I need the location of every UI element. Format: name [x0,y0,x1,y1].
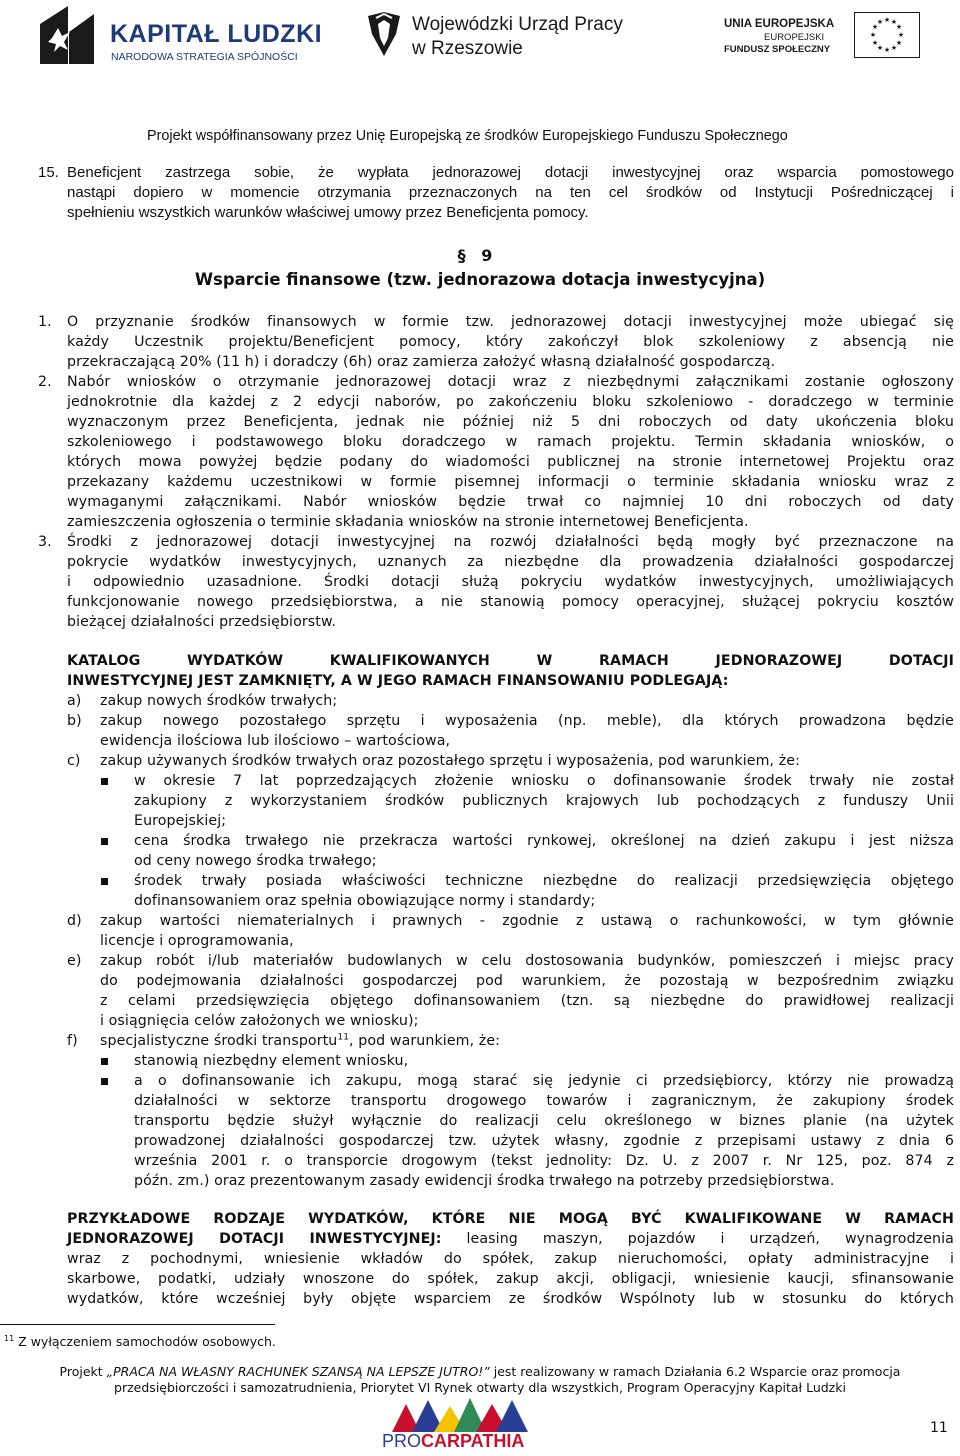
bullet-line: prowadzonej działalności gospodarczej tzw. użytek własny, zgodnie z przepisami ustawy z dnia 6 [134,1133,954,1149]
section-number: 9 [481,246,493,265]
svg-text:★: ★ [883,46,891,54]
item1-number: 1. [38,314,52,330]
svg-text:★: ★ [871,23,879,31]
footnote [4,1334,276,1349]
logo-carpathia: CARPATHIA [421,1431,525,1451]
eu-logo [724,12,924,62]
item2-line: jednokrotnie dla każdej z 2 edycji naborów, po zakończeniu bloku szkoleniowo - doradczego w terminie [67,394,954,410]
bullet-line: zakupiony z wykorzystaniem środków publicznych krajowych lub pochodzących z funduszy Unii [134,793,954,809]
bullet-line: od ceny nowego środka trwałego; [134,853,377,869]
svg-text:★: ★ [876,18,884,26]
catalog-d-line: licencje i oprogramowania, [100,933,294,949]
svg-text:★: ★ [890,44,898,52]
section-heading [0,246,960,265]
item3-line: bieżącej działalności przedsiębiorstw. [67,614,336,630]
item2-line: których mowa powyżej będzie podany do wiadomości publicznej na stronie internetowej Projektu oraz [67,454,954,470]
examples-block [67,1209,954,1309]
catalog-d-text [100,911,954,951]
p15-line: nastąpi dopiero w momencie otrzymania przeznaczonych na ten cel środków od Instytucji Pośredniczącej i [67,184,954,201]
footer-suffix: jest realizowany w ramach Działania 6.2 Wsparcie oraz promocja [489,1364,901,1379]
catalog-c-line: zakup używanych środków trwałych oraz pozostałego sprzętu i wyposażenia, pod warunkiem, że: [100,753,800,769]
item1-text [67,312,954,372]
svg-text:★: ★ [895,23,903,31]
item3-line: pokrycie wydatków inwestycyjnych, uznanych za niezbędne dla prowadzenia działalności gospodarczej [67,554,954,570]
wup-line1: Wojewódzki Urząd Pracy [412,14,623,35]
catalog-e-label: e) [67,953,82,969]
catalog-c-bullet-2 [134,831,954,871]
wup-logo [364,8,634,68]
svg-text:★: ★ [897,31,905,39]
item2-line: wymaganymi załącznikami. Nabór wniosków będzie trwał co najmniej 10 dni roboczych od daty [67,494,954,510]
bullet-marker [101,1058,108,1065]
item2-line: szkoleniowego i podstawowego bloku doradczego w ramach projektu. Termin składania wniosków, o [67,434,954,450]
bullet-line: a o dofinansowanie ich zakupu, mogą starać się jedynie ci przedsiębiorcy, którzy nie prowadzą [134,1073,954,1089]
catalog-e-line: i osiągnięcia celów założonych we wniosku); [100,1013,419,1029]
procarpathia-wordmark [382,1431,524,1452]
catalog-c-bullet-3 [134,871,954,911]
catalog-a-line: zakup nowych środków trwałych; [100,693,338,709]
item2-line: wyznaczonym przez Beneficjenta, jednak nie później niż 5 dni roboczych od daty ukończenia bloku [67,414,954,430]
cofinance-line: Projekt współfinansowany przez Unię Europejską ze środków Europejskiego Funduszu Społecznego [147,128,788,144]
bullet-marker [101,878,108,885]
ue-line3: FUNDUSZ SPOŁECZNY [724,44,831,55]
kl-subtitle: NARODOWA STRATEGIA SPÓJNOŚCI [111,51,298,63]
item2-line: przekazany każdemu uczestnikowi w formie pisemnej informacji o terminie składania wniosku wraz z [67,474,954,490]
footnote-ref[interactable]: 11 [337,1032,350,1043]
catalog-d-label: d) [67,913,82,929]
p15-number: 15. [38,164,59,181]
svg-text:★: ★ [871,39,879,47]
item3-line: i odpowiednio uzasadnione. Środki dotacji służą pokryciu wydatków inwestycyjnych, umożliwiających [67,574,954,590]
footer-line2: przedsiębiorczości i samozatrudnienia, Priorytet VI Rynek otwarty dla wszystkich, Program Operacyjny Kapitał Ludzki [114,1380,846,1395]
p15-line: spełnieniu wszystkich warunków właściwej umowy przez Beneficjenta pomocy. [67,204,589,221]
wup-line2: w Rzeszowie [412,38,523,59]
item1-line: każdy Uczestnik projektu/Beneficjent pomocy, który zakończył blok szkoleniowy z absencją nie [67,334,954,350]
catalog-e-line: do podejmowania działalności gospodarczej pod warunkiem, że pozostają w bezpośrednim związku [100,973,954,989]
examples-line: wraz z pochodnymi, wniesienie wkładów do spółek, zakup nieruchomości, opłaty administracyjne i [67,1251,954,1267]
catalog-a-label: a) [67,693,82,709]
bullet-line: działalności w sektorze transportu drogowego towarów i zagranicznym, że zakupiony środek [134,1093,954,1109]
svg-text:★: ★ [869,31,877,39]
page-number: 11 [930,1420,948,1436]
bullet-line: późn. zm.) oraz prezentowanym zasady ewidencji środka trwałego na potrzeby przedsiębiorstwa. [134,1173,835,1189]
item3-line: funkcjonowanie nowego przedsiębiorstwa, a nie stanowią pomocy operacyjnej, służącej pokryciu kosztów [67,594,954,610]
catalog-b-text [100,711,954,751]
catalog-f-bullet-1 [134,1051,954,1071]
catalog-c-bullet-1 [134,771,954,831]
bullet-marker [101,1078,108,1085]
examples-heading-line: JEDNORAZOWEJ DOTACJI INWESTYCYJNEJ: [67,1231,442,1247]
bullet-line: września 2001 r. o transporcie drogowym (tekst jednolity: Dz. U. z 2007 r. Nr 125, poz. 874 z [134,1153,954,1169]
item3-number: 3. [38,534,52,550]
svg-text:★: ★ [895,39,903,47]
item3-line: Środki z jednorazowej dotacji inwestycyjnej na rozwój działalności będą mogły być przeznaczone na [67,534,954,550]
item1-line: O przyznanie środków finansowych w formie tzw. jednorazowej dotacji inwestycyjnej może ubiegać się [67,314,954,330]
procarpathia-logo [382,1398,538,1452]
svg-text:★: ★ [883,16,891,24]
item2-line: zamieszczenia ogłoszenia o terminie składania wniosków na stronie internetowej Beneficjenta. [67,514,749,530]
bullet-marker [101,838,108,845]
ue-line2: EUROPEJSKI [764,32,825,43]
bullet-line: Europejskiej; [134,813,227,829]
bullet-line: cena środka trwałego nie przekracza wartości rynkowej, określonej na dzień zakupu i jest niższa [134,833,954,849]
section-title: Wsparcie finansowe (tzw. jednorazowa dotacja inwestycyjna) [194,270,766,289]
examples-line-rest: leasing maszyn, pojazdów i urządzeń, wynagrodzenia [466,1231,954,1247]
kapital-ludzki-logo [38,4,323,66]
catalog-f-bullet-2 [134,1071,954,1191]
item2-line: Nabór wniosków o otrzymanie jednorazowej dotacji wraz z niezbędnymi załącznikami zostanie ogłoszony [67,374,954,390]
catalog-e-line: z celami przedsięwzięcia objętego dofinansowaniem (tzn. są niezbędne do prawidłowej realizacji [100,993,954,1009]
footnote-separator [0,1324,275,1325]
catalog-c-text [100,751,954,771]
footer-prefix: Projekt [59,1364,107,1379]
eu-stars-icon [855,13,919,57]
catalog-e-text [100,951,954,1031]
catalog-b-line: ewidencja ilościowa lub ilościowo – wartościowa, [100,733,451,749]
catalog-f-text [100,1031,954,1051]
catalog-c-label: c) [67,753,81,769]
catalog-heading-line: INWESTYCYJNEJ JEST ZAMKNIĘTY, A W JEGO RAMACH FINANSOWANIU PODLEGAJĄ: [67,673,729,689]
section-symbol: § [457,246,466,265]
catalog-heading-line: KATALOG WYDATKÓW KWALIFIKOWANYCH W RAMACH JEDNORAZOWEJ DOTACJI [67,653,954,669]
catalog-b-line: zakup nowego pozostałego sprzętu i wyposażenia (np. meble), dla których prowadzona będzie [100,713,954,729]
item1-line: przekraczającą 20% (11 h) i doradczy (6h) oraz zamierza założyć własną działalność gospodarczą. [67,354,776,370]
examples-line [67,1229,954,1249]
logo-pro: PRO [382,1431,422,1451]
catalog-heading [67,651,954,691]
wup-emblem-icon [364,12,404,60]
procarpathia-mountains-icon [388,1398,538,1432]
ue-line1: UNIA EUROPEJSKA [724,18,835,30]
kl-title: KAPITAŁ LUDZKI [110,20,323,48]
bullet-marker [101,778,108,785]
catalog-b-label: b) [67,713,82,729]
svg-text:★: ★ [890,18,898,26]
item3-text [67,532,954,632]
bullet-line: środek trwały posiada właściwości techniczne niezbędne do realizacji przedsięwzięcia objętego [134,873,954,889]
examples-heading-line: PRZYKŁADOWE RODZAJE WYDATKÓW, KTÓRE NIE MOGĄ BYĆ KWALIFIKOWANE W RAMACH [67,1211,954,1227]
kapital-ludzki-emblem-icon [38,4,100,66]
footer-line1 [0,1364,960,1379]
catalog-a-text [100,691,954,711]
catalog-f-label: f) [67,1033,78,1049]
catalog-d-line: zakup wartości niematerialnych i prawnych - zgodnie z ustawą o rachunkowości, w tym głównie [100,913,954,929]
svg-text:★: ★ [876,44,884,52]
bullet-line: transportu będzie służył wyłącznie do realizacji celu określonego w biznes planie (na użytek [134,1113,954,1129]
p15-line: Beneficjent zastrzega sobie, że wypłata jednorazowej dotacji inwestycyjnej oraz wsparcia pomostowego [67,164,954,181]
eu-flag [854,12,920,58]
examples-line: wydatków, które wcześniej były objęte wsparciem ze środków Wspólnoty lub w stosunku do których [67,1291,954,1307]
item2-text [67,372,954,532]
bullet-line: stanowią niezbędny element wniosku, [134,1053,409,1069]
footnote-text: Z wyłączeniem samochodów osobowych. [18,1334,276,1350]
footnote-number: 11 [4,1334,15,1343]
p15-text [67,163,954,223]
bullet-line: dofinansowaniem oraz spełnia obowiązujące normy i standardy; [134,893,596,909]
catalog-f-line-end: , pod warunkiem, że: [349,1033,501,1049]
footer-project-name: „PRACA NA WŁASNY RACHUNEK SZANSĄ NA LEPSZE JUTRO!” [106,1364,490,1379]
catalog-f-line-start: specjalistyczne środki transportu [100,1033,338,1049]
examples-line: skarbowe, podatki, udziały wnoszone do spółek, zakup akcji, obligacji, wniesienie kaucji, sfinansowanie [67,1271,954,1287]
item2-number: 2. [38,374,52,390]
bullet-line: w okresie 7 lat poprzedzających złożenie wniosku o dofinansowanie środek trwały nie został [134,773,954,789]
catalog-e-line: zakup robót i/lub materiałów budowlanych w celu dostosowania budynków, pomieszczeń i miejsc pracy [100,953,954,969]
